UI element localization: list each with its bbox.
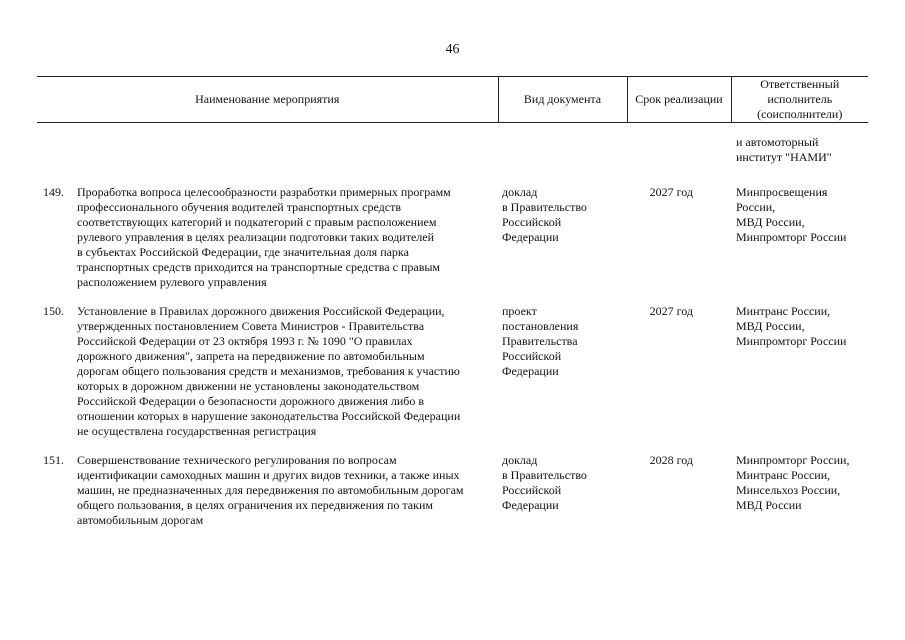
doc-type-line: в Правительство [502, 200, 587, 214]
responsible-line: МВД России, [736, 319, 805, 333]
doc-type-line: Российской [502, 349, 562, 363]
measure-line: Совершенствование технического регулирования по вопросам [77, 453, 397, 467]
measure-line: автомобильным дорогам [77, 513, 204, 527]
responsible-line: и автомоторный [736, 135, 819, 149]
responsible-line: Минпромторг России [736, 334, 847, 348]
measure-line: в субъектах Российской Федерации, где значительная доля парка [77, 245, 409, 259]
measure-line: рулевого управления в целях реализации подготовки таких водителей [77, 230, 435, 244]
responsible-cell [731, 123, 868, 186]
measure-line: которых в дорожном движении не установлены законодательством [77, 379, 420, 393]
header-responsible-line: (соисполнители) [757, 107, 843, 121]
doc-type-line: Федерации [502, 230, 559, 244]
doc-type-line: доклад [502, 185, 538, 199]
responsible-cell [731, 185, 868, 304]
responsible-line: Минтранс России, [736, 304, 831, 318]
header-doc-type: Вид документа [498, 77, 627, 123]
term-cell: 2028 год [649, 453, 693, 467]
doc-type-line: Федерации [502, 498, 559, 512]
row-number: 151. [43, 453, 64, 467]
measures-table [37, 76, 868, 542]
doc-type-line: Правительства [502, 334, 578, 348]
doc-type-line: Российской [502, 483, 562, 497]
term-cell: 2027 год [649, 185, 693, 199]
measure-line: соответствующих категорий и подкатегорий с правым расположением [77, 215, 437, 229]
measure-line: Российской Федерации о безопасности дорожного движения либо в [77, 394, 425, 408]
term-cell: 2027 год [649, 304, 693, 318]
measure-line: Установление в Правилах дорожного движения Российской Федерации, [77, 304, 445, 318]
header-responsible-line: исполнитель [767, 92, 833, 106]
measure-name-cell [37, 304, 498, 453]
measure-line: транспортных средств приходится на транспортные средства с правым [77, 260, 441, 274]
table-row [37, 185, 868, 304]
table-row-continuation [37, 123, 868, 186]
responsible-cell [731, 453, 868, 542]
row-number: 150. [43, 304, 64, 318]
measure-line: идентификации самоходных машин и других видов техники, а также иных [77, 468, 460, 482]
measure-line: Проработка вопроса целесообразности разработки примерных программ [77, 185, 451, 199]
doc-type-line: Российской [502, 215, 562, 229]
responsible-line: МВД России [736, 498, 802, 512]
page-number: 46 [445, 42, 460, 57]
measure-line: расположением рулевого управления [77, 275, 267, 289]
header-responsible [731, 77, 868, 123]
responsible-line: Минтранс России, [736, 468, 831, 482]
measure-line: Российской Федерации от 23 октября 1993 г. № 1090 "О правилах [77, 334, 413, 348]
measure-line: утвержденных постановлением Совета Министров - Правительства [77, 319, 425, 333]
measure-line: машин, не предназначенных для передвижения по автомобильным дорогам [77, 483, 464, 497]
doc-type-cell [498, 453, 627, 542]
measure-name-cell [37, 185, 498, 304]
measure-line: дорожного движения", запрета на передвижение по автомобильным [77, 349, 425, 363]
measure-line: общего пользования, в целях ограничения их передвижения по таким [77, 498, 433, 512]
responsible-line: Минпросвещения [736, 185, 828, 199]
doc-type-line: проект [502, 304, 537, 318]
measure-line: профессионального обучения водителей транспортных средств [77, 200, 401, 214]
header-term: Срок реализации [627, 77, 731, 123]
table-row [37, 304, 868, 453]
header-responsible-line: Ответственный [760, 77, 840, 91]
measure-line: дорогам общего пользования средств и механизмов, требования к участию [77, 364, 460, 378]
doc-type-line: в Правительство [502, 468, 587, 482]
responsible-cell [731, 304, 868, 453]
doc-type-line: доклад [502, 453, 538, 467]
doc-type-cell [498, 185, 627, 304]
doc-type-line: постановления [502, 319, 579, 333]
measure-name-cell [37, 453, 498, 542]
responsible-line: Минпромторг России, [736, 453, 850, 467]
responsible-line: Минпромторг России [736, 230, 847, 244]
measure-line: отношении которых в нарушение законодательства Российской Федерации [77, 409, 461, 423]
measure-line: не осуществлена государственная регистрация [77, 424, 317, 438]
header-name: Наименование мероприятия [37, 77, 498, 123]
responsible-line: России, [736, 200, 776, 214]
responsible-line: Минсельхоз России, [736, 483, 841, 497]
doc-type-line: Федерации [502, 364, 559, 378]
row-number: 149. [43, 185, 64, 199]
table-header-row [37, 77, 868, 123]
doc-type-cell [498, 304, 627, 453]
responsible-line: институт "НАМИ" [736, 150, 832, 164]
table-row [37, 453, 868, 542]
responsible-line: МВД России, [736, 215, 805, 229]
